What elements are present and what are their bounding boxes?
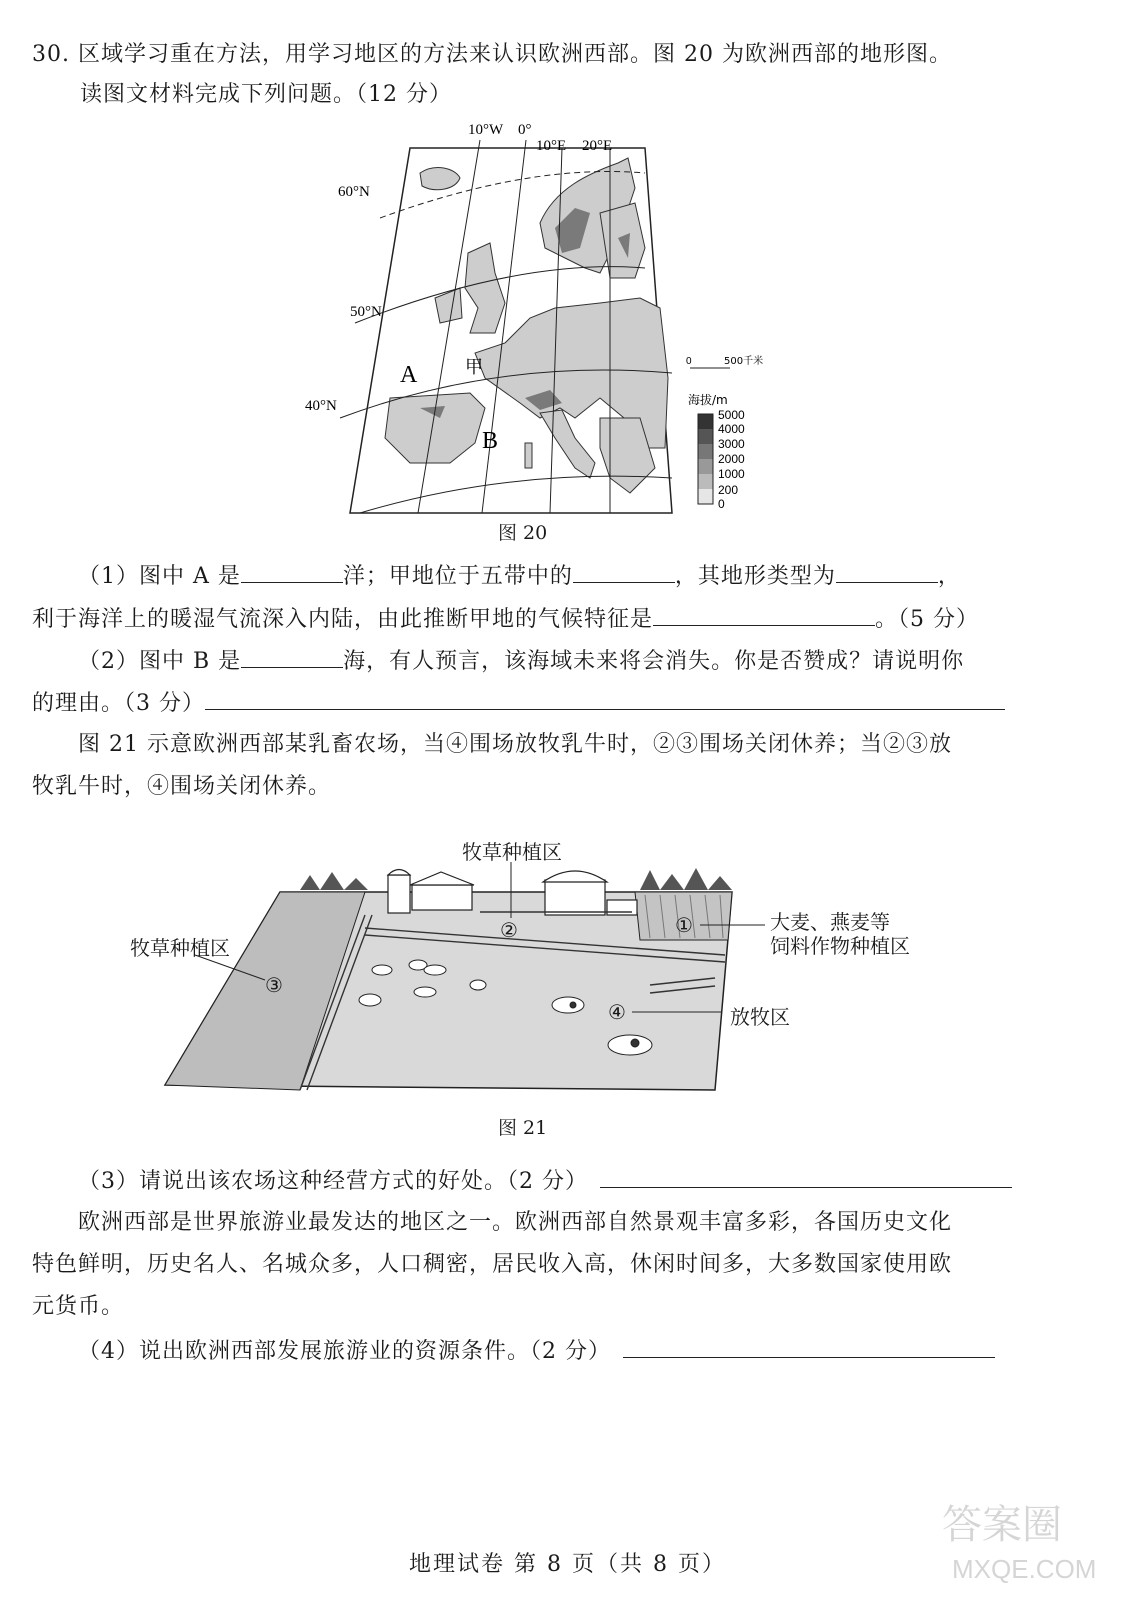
farm-label-graze: 放牧区 xyxy=(730,1005,790,1029)
question-intro-line2: 读图文材料完成下列问题。（12 分） xyxy=(80,82,452,107)
figure-20-caption: 图 20 xyxy=(498,522,548,544)
farm-marker-4: ④ xyxy=(608,1000,626,1024)
legend-value-4000: 4000 xyxy=(718,422,745,436)
letter-a-atlantic: A xyxy=(400,362,418,388)
q4-blank-answer[interactable] xyxy=(623,1335,995,1358)
q4-text: （4）说出欧洲西部发展旅游业的资源条件。（2 分） xyxy=(78,1339,611,1364)
lat-label-60n: 60°N xyxy=(338,184,370,200)
lon-label-20e: 20°E xyxy=(582,138,613,154)
q1-text-a: （1）图中 A 是 xyxy=(78,564,241,589)
lon-label-0: 0° xyxy=(518,122,532,138)
farm-intro-line2: 牧乳牛时，④围场关闭休养。 xyxy=(32,774,332,799)
watermark-logo xyxy=(932,1490,1107,1590)
q3-line xyxy=(78,1165,1012,1197)
q3-text: （3）请说出该农场这种经营方式的好处。（2 分） xyxy=(78,1169,588,1194)
farm-marker-3: ③ xyxy=(265,973,283,997)
lat-label-40n: 40°N xyxy=(305,398,337,414)
lon-label-10w: 10°W xyxy=(468,122,504,138)
legend-value-5000: 5000 xyxy=(718,408,745,422)
q1-text-e: 利于海洋上的暖湿气流深入内陆，由此推断甲地的气候特征是 xyxy=(32,607,654,632)
farm-label-top: 牧草种植区 xyxy=(462,840,562,864)
q2-text-a: （2）图中 B 是 xyxy=(78,649,242,674)
legend-value-3000: 3000 xyxy=(718,437,745,451)
farm-intro-line1: 图 21 示意欧洲西部某乳畜农场，当④围场放牧乳牛时，②③围场关闭休养；当②③放 xyxy=(78,732,952,757)
lat-label-50n: 50°N xyxy=(350,304,382,320)
q3-blank-answer[interactable] xyxy=(600,1165,1012,1188)
q1-text-f: 。（5 分） xyxy=(875,607,980,632)
q4-line xyxy=(78,1335,995,1367)
farm-marker-1: ① xyxy=(675,913,693,937)
q1-text-d: ， xyxy=(937,564,961,589)
farm-label-left: 牧草种植区 xyxy=(130,936,230,960)
farm-label-right-2: 饲料作物种植区 xyxy=(770,934,910,958)
q2-text-c: 的理由。（3 分） xyxy=(32,691,205,716)
q1-text-b: 洋；甲地位于五带中的 xyxy=(342,564,573,589)
scale-distance: 500千米 xyxy=(724,356,764,367)
legend-value-2000: 2000 xyxy=(718,452,745,466)
lon-label-10e: 10°E xyxy=(536,138,567,154)
q2-text-b: 海，有人预言，该海域未来将会消失。你是否赞成？请说明你 xyxy=(343,649,965,674)
page-footer: 地理试卷 第 8 页（共 8 页） xyxy=(409,1552,726,1577)
q1-text-c: ，其地形类型为 xyxy=(674,564,836,589)
scale-zero: 0 xyxy=(686,356,692,367)
tourism-line3: 元货币。 xyxy=(32,1294,125,1319)
watermark-line2: MXQE.COM xyxy=(952,1554,1097,1584)
legend-title: 海拔/m xyxy=(688,393,728,407)
legend-value-1000: 1000 xyxy=(718,467,745,481)
farm-label-right-1: 大麦、燕麦等 xyxy=(770,910,890,934)
farm-marker-2: ② xyxy=(500,918,518,942)
letter-b-mediterranean: B xyxy=(482,428,499,454)
label-jia: 甲 xyxy=(465,357,483,378)
watermark-line1: 答案圈 xyxy=(942,1502,1062,1548)
legend-value-200: 200 xyxy=(718,483,739,497)
figure-21-caption: 图 21 xyxy=(498,1117,548,1139)
tourism-line1: 欧洲西部是世界旅游业最发达的地区之一。欧洲西部自然景观丰富多彩，各国历史文化 xyxy=(78,1210,953,1235)
question-intro-line1: 30. 区域学习重在方法，用学习地区的方法来认识欧洲西部。图 20 为欧洲西部的地形图。 xyxy=(32,42,952,67)
tourism-line2: 特色鲜明，历史名人、名城众多，人口稠密，居民收入高，休闲时间多，大多数国家使用欧 xyxy=(32,1252,953,1277)
legend-value-0: 0 xyxy=(718,497,725,511)
